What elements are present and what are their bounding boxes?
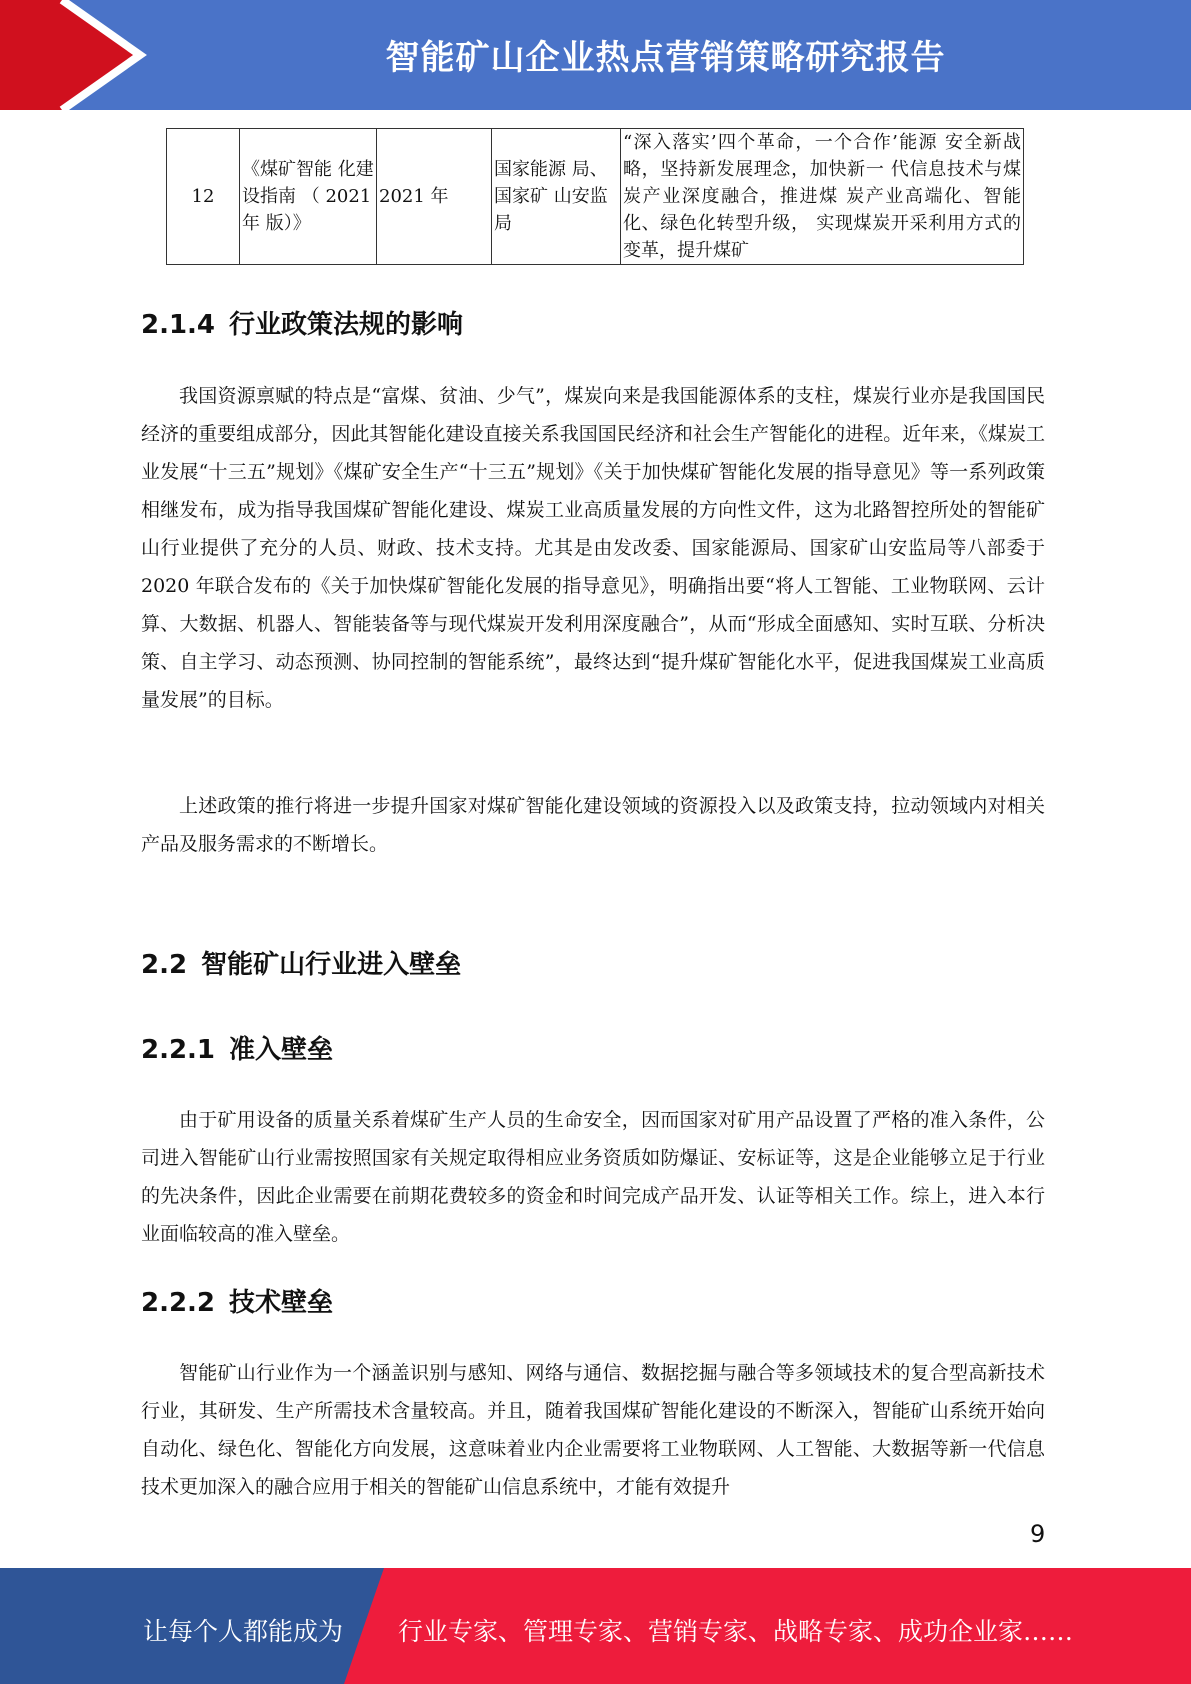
page-number: 9 [1030, 1520, 1046, 1548]
table-cell-policy-name: 《煤矿智能 化建设指南 （ 2021 年 版）》 [240, 129, 377, 265]
paragraph: 上述政策的推行将进一步提升国家对煤矿智能化建设领域的资源投入以及政策支持，拉动领域内对相关产品及服务需求的不断增长。 [141, 795, 1045, 855]
paragraph: 由于矿用设备的质量关系着煤矿生产人员的生命安全，因而国家对矿用产品设置了严格的准入条件，公司进入智能矿山行业需按照国家有关规定取得相应业务资质如防爆证、安标证等，这是企业能够立足于行业的先决条件，因此企业需要在前期花费较多的资金和时间完成产品开发、认证等相关工作。综上，进入本行业面临较高的准入壁垒。 [141, 1109, 1045, 1245]
section-heading-2-2 [141, 944, 461, 981]
paragraph: 智能矿山行业作为一个涵盖识别与感知、网络与通信、数据挖掘与融合等多领域技术的复合型高新技术行业，其研发、生产所需技术含量较高。并且，随着我国煤矿智能化建设的不断深入，智能矿山系统开始向自动化、绿色化、智能化方向发展，这意味着业内企业需要将工业物联网、人工智能、大数据等新一代信息技术更加深入的融合应用于相关的智能矿山信息系统中，才能有效提升 [141, 1362, 1045, 1498]
page-footer [0, 1568, 1191, 1684]
section-title: 技术壁垒 [229, 1288, 334, 1318]
section-number: 2.1.4 [141, 310, 216, 340]
section-heading-2-2-1 [141, 1029, 333, 1066]
section-heading-2-2-2 [141, 1282, 333, 1319]
table-cell-number: 12 [167, 129, 240, 265]
footer-slogan-right: 行业专家、管理专家、营销专家、战略专家、成功企业家…… [398, 1617, 1074, 1646]
footer-slogan-left: 让每个人都能成为 [143, 1617, 344, 1646]
table-cell-description: “深入落实’四个革命，一个合作’能源 安全新战略，坚持新发展理念，加快新一 代信息技术与煤炭产业深度融合，推进煤 炭产业高端化、智能化、绿色化转型升级， 实现煤炭开采利用方式的变革，提升煤矿 [621, 129, 1024, 265]
page-header [0, 0, 1191, 110]
section-title: 准入壁垒 [229, 1035, 334, 1065]
paragraph: 我国资源禀赋的特点是“富煤、贫油、少气”，煤炭向来是我国能源体系的支柱，煤炭行业亦是我国国民经济的重要组成部分，因此其智能化建设直接关系我国国民经济和社会生产智能化的进程。近年来，《煤炭工业发展“十三五”规划》《煤矿安全生产“十三五”规划》《关于加快煤矿智能化发展的指导意见》等一系列政策相继发布，成为指导我国煤矿智能化建设、煤炭工业高质量发展的方向性文件，这为北路智控所处的智能矿山行业提供了充分的人员、财政、技术支持。尤其是由发改委、国家能源局、国家矿山安监局等八部委于 2020 年联合发布的《关于加快煤矿智能化发展的指导意见》，明确指出要“将人工智能、工业物联网、云计算、大数据、机器人、智能装备等与现代煤炭开发利用深度融合”，从而“形成全面感知、实时互联、分析决策、自主学习、动态预测、协同控制的智能系统”，最终达到“提升煤矿智能化水平，促进我国煤炭工业高质量发展”的目标。 [141, 385, 1045, 711]
table-cell-issuer: 国家能源 局、国家矿 山安监局 [492, 129, 621, 265]
policy-table [166, 128, 1024, 265]
section-number: 2.2 [141, 950, 188, 980]
section-number: 2.2.2 [141, 1288, 216, 1318]
header-chevron-graphic [0, 0, 160, 110]
table-row [167, 129, 1024, 265]
report-title: 智能矿山企业热点营销策略研究报告 [385, 38, 946, 78]
section-heading-2-1-4 [141, 304, 463, 341]
section-number: 2.2.1 [141, 1035, 216, 1065]
table-cell-year: 2021 年 [377, 129, 492, 265]
section-title: 行业政策法规的影响 [229, 310, 464, 340]
section-title: 智能矿山行业进入壁垒 [201, 950, 462, 980]
